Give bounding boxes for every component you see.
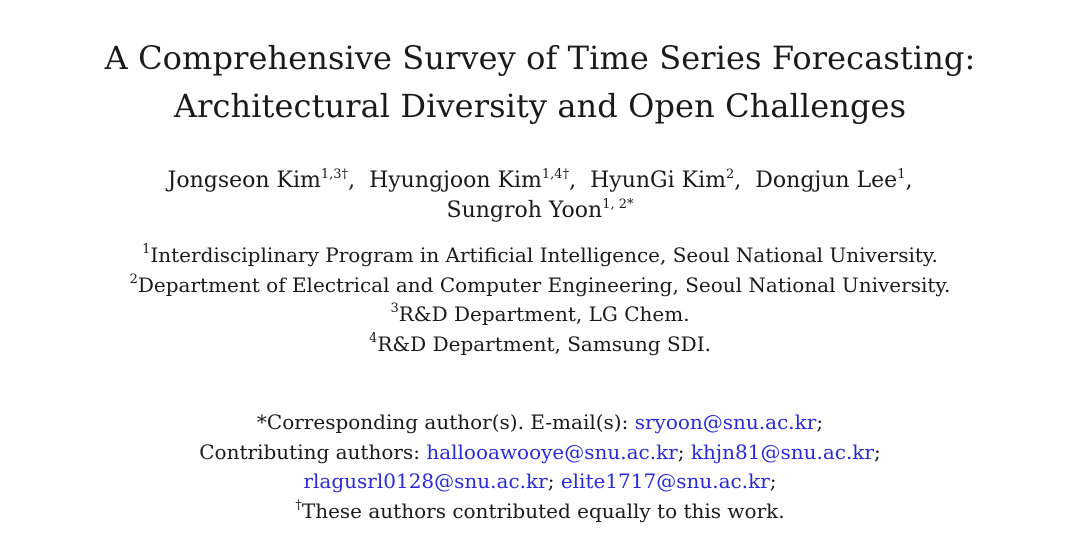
affiliation-mark: 2 [129,271,138,287]
email-separator: ; [547,469,555,493]
affiliation-text: Interdisciplinary Program in Artificial Intelligence, Seoul National University. [150,243,938,267]
contributing-email-link[interactable]: elite1717@snu.ac.kr [560,469,770,493]
contributing-prefix: Contributing authors: [199,439,427,464]
corresponding-author-line [0,408,1080,438]
author [447,198,634,223]
author-name: HyunGi Kim [590,168,726,193]
author [168,168,356,193]
author-separator: , [569,168,577,193]
contributing-authors-line-2 [0,467,1080,497]
email-separator: ; [873,439,881,464]
author [590,168,741,193]
corresponding-email-link[interactable]: sryoon@snu.ac.kr [634,410,817,434]
email-separator: ; [677,439,685,464]
equal-contribution-note [0,497,1080,527]
paper-title [0,34,1080,130]
author [755,168,912,193]
contact-block [0,408,1080,526]
affiliation-mark: 4 [369,330,378,346]
equal-contribution-text: These authors contributed equally to this work. [301,498,785,523]
affiliation [0,271,1080,301]
author [369,168,576,193]
author-affil-mark: 1,3† [320,166,349,182]
author-name: Jongseon Kim [167,168,321,193]
author-separator: , [905,168,913,193]
contributing-email-link[interactable]: rlagusrl0128@snu.ac.kr [303,469,548,493]
contributing-authors-line [0,438,1080,468]
author-list [0,166,1080,226]
affiliation-text: Department of Electrical and Computer Engineering, Seoul National University. [137,272,951,297]
author-separator: , [734,168,742,193]
title-line-2: Architectural Diversity and Open Challenges [173,87,907,125]
affiliation-mark: 3 [390,300,399,316]
affiliation [0,241,1080,271]
affiliation-text: R&D Department, Samsung SDI. [377,331,711,356]
contributing-email-link[interactable]: hallooawooye@snu.ac.kr [426,439,678,464]
author-affil-mark: 1 [897,166,906,182]
corresponding-prefix: *Corresponding author(s). E-mail(s): [256,410,635,434]
author-line-2 [0,196,1080,226]
affiliation [0,330,1080,360]
author-affil-mark: 1,4† [541,166,570,182]
corresponding-suffix: ; [816,410,824,434]
author-name: Dongjun Lee [755,168,898,193]
affiliation-list [0,241,1080,359]
author-name: Hyungjoon Kim [369,168,542,193]
author-affil-mark: 1, 2* [602,196,634,212]
author-line-1 [0,166,1080,196]
author-name: Sungroh Yoon [446,198,603,223]
email-separator: ; [769,469,777,493]
contributing-email-link[interactable]: khjn81@snu.ac.kr [690,439,874,464]
affiliation-text: R&D Department, LG Chem. [398,302,690,326]
title-line-1: A Comprehensive Survey of Time Series Forecasting: [104,39,976,77]
affiliation-mark: 1 [142,241,151,257]
author-separator: , [348,168,356,193]
author-affil-mark: 2 [725,166,735,182]
affiliation [0,300,1080,330]
dagger-mark: † [295,497,302,513]
